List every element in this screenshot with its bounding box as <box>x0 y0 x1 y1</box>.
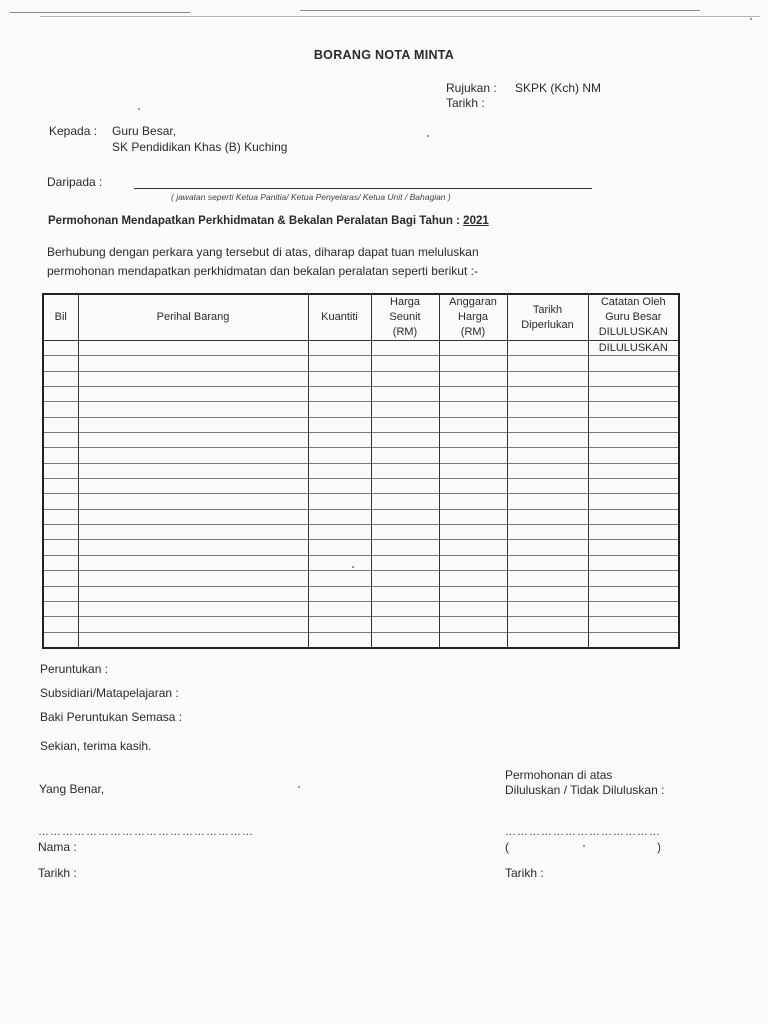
cell-harga[interactable] <box>371 509 439 524</box>
scan-speck <box>138 108 140 110</box>
cell-perihal[interactable] <box>78 433 308 448</box>
cell-tarikh[interactable] <box>507 571 588 586</box>
items-table <box>42 293 680 649</box>
cell-kuantiti[interactable] <box>308 509 371 524</box>
cell-kuantiti[interactable] <box>308 525 371 540</box>
daripada-fill-line[interactable] <box>134 188 592 189</box>
subject-line <box>48 215 489 227</box>
cell-anggaran[interactable] <box>439 417 507 432</box>
cell-anggaran[interactable] <box>439 463 507 478</box>
tarikh-label: Tarikh : <box>446 96 485 110</box>
cell-perihal[interactable] <box>78 617 308 632</box>
cell-bil[interactable] <box>43 371 78 386</box>
cell-harga[interactable] <box>371 433 439 448</box>
table-row <box>43 448 679 463</box>
header-anggaran-harga <box>439 294 507 341</box>
header-kuantiti: Kuantiti <box>308 294 371 341</box>
cell-anggaran[interactable] <box>439 509 507 524</box>
cell-bil[interactable] <box>43 448 78 463</box>
cell-bil[interactable] <box>43 540 78 555</box>
cell-anggaran[interactable] <box>439 601 507 616</box>
cell-perihal[interactable] <box>78 448 308 463</box>
tarikh-left-label: Tarikh : <box>38 866 77 880</box>
cell-catatan[interactable] <box>588 617 679 632</box>
rujukan-value: SKPK (Kch) NM <box>515 81 602 95</box>
baki-peruntukan-label: Baki Peruntukan Semasa : <box>40 710 183 724</box>
paren-close: ) <box>657 840 661 854</box>
cell-bil[interactable] <box>43 525 78 540</box>
cell-perihal[interactable] <box>78 540 308 555</box>
paren-open: ( <box>505 840 509 854</box>
cell-anggaran[interactable] <box>439 341 507 356</box>
table-row <box>43 617 679 632</box>
header-catatan-guru-besar <box>588 294 679 341</box>
cell-bil[interactable] <box>43 494 78 509</box>
cell-kuantiti[interactable] <box>308 617 371 632</box>
scan-speck <box>352 566 354 568</box>
cell-kuantiti[interactable] <box>308 417 371 432</box>
header-tarikh-line: Diperlukan <box>521 318 574 331</box>
cell-harga[interactable] <box>371 632 439 648</box>
table-row <box>43 402 679 417</box>
cell-perihal[interactable] <box>78 494 308 509</box>
cell-kuantiti[interactable] <box>308 601 371 616</box>
cell-bil[interactable] <box>43 341 78 356</box>
cell-tarikh[interactable] <box>507 387 588 402</box>
cell-tarikh[interactable] <box>507 448 588 463</box>
cell-tarikh[interactable] <box>507 341 588 356</box>
cell-perihal[interactable] <box>78 341 308 356</box>
table-row <box>43 525 679 540</box>
cell-anggaran[interactable] <box>439 617 507 632</box>
cell-harga[interactable] <box>371 494 439 509</box>
header-catatan-line: Guru Besar <box>605 311 662 323</box>
cell-bil[interactable] <box>43 601 78 616</box>
cell-anggaran[interactable] <box>439 494 507 509</box>
cell-anggaran[interactable] <box>439 632 507 648</box>
table-row <box>43 586 679 601</box>
cell-tarikh[interactable] <box>507 601 588 616</box>
yang-benar-label: Yang Benar, <box>39 782 105 796</box>
table-row <box>43 540 679 555</box>
cell-catatan[interactable] <box>588 494 679 509</box>
cell-bil[interactable] <box>43 632 78 648</box>
cell-catatan[interactable] <box>588 463 679 478</box>
body-line-2: permohonan mendapatkan perkhidmatan dan bekalan peralatan seperti berikut :- <box>47 264 478 278</box>
cell-bil[interactable] <box>43 571 78 586</box>
cell-harga[interactable] <box>371 479 439 494</box>
header-catatan-line: Catatan Oleh <box>600 296 666 308</box>
cell-anggaran[interactable] <box>439 402 507 417</box>
table-row <box>43 463 679 478</box>
cell-tarikh[interactable] <box>507 525 588 540</box>
cell-catatan[interactable] <box>588 601 679 616</box>
cell-perihal[interactable] <box>78 555 308 570</box>
table-row <box>43 632 679 648</box>
cell-harga[interactable] <box>371 601 439 616</box>
table-row <box>43 494 679 509</box>
table-row <box>43 479 679 494</box>
scan-edge-line <box>300 10 700 11</box>
table-row <box>43 509 679 524</box>
cell-tarikh[interactable] <box>507 479 588 494</box>
cell-perihal[interactable] <box>78 417 308 432</box>
cell-kuantiti[interactable] <box>308 479 371 494</box>
cell-tarikh[interactable] <box>507 586 588 601</box>
cell-kuantiti[interactable] <box>308 555 371 570</box>
peruntukan-label: Peruntukan : <box>40 662 109 676</box>
cell-perihal[interactable] <box>78 463 308 478</box>
subject-text: Permohonan Mendapatkan Perkhidmatan & Bekalan Peralatan Bagi Tahun : <box>48 215 460 227</box>
cell-anggaran[interactable] <box>439 448 507 463</box>
cell-tarikh[interactable] <box>507 402 588 417</box>
header-harga-line: (RM) <box>392 326 418 338</box>
cell-kuantiti[interactable] <box>308 571 371 586</box>
table-header-row <box>43 294 679 341</box>
header-harga-seunit <box>371 294 439 341</box>
cell-bil[interactable] <box>43 387 78 402</box>
cell-harga[interactable] <box>371 341 439 356</box>
cell-perihal[interactable] <box>78 371 308 386</box>
cell-anggaran[interactable] <box>439 571 507 586</box>
cell-perihal[interactable] <box>78 387 308 402</box>
cell-anggaran[interactable] <box>439 555 507 570</box>
cell-anggaran[interactable] <box>439 525 507 540</box>
closing-text: Sekian, terima kasih. <box>40 739 152 753</box>
cell-harga[interactable] <box>371 448 439 463</box>
cell-bil[interactable] <box>43 617 78 632</box>
cell-catatan[interactable] <box>588 433 679 448</box>
cell-perihal[interactable] <box>78 356 308 371</box>
cell-bil[interactable] <box>43 463 78 478</box>
cell-harga[interactable] <box>371 417 439 432</box>
cell-bil[interactable] <box>43 586 78 601</box>
cell-anggaran[interactable] <box>439 356 507 371</box>
body-line-1: Berhubung dengan perkara yang tersebut di atas, diharap dapat tuan meluluskan <box>47 245 479 259</box>
cell-perihal[interactable] <box>78 479 308 494</box>
recipient-line-2: SK Pendidikan Khas (B) Kuching <box>112 140 288 154</box>
cell-bil[interactable] <box>43 356 78 371</box>
cell-catatan[interactable] <box>588 448 679 463</box>
cell-perihal[interactable] <box>78 525 308 540</box>
cell-catatan[interactable] <box>588 387 679 402</box>
cell-kuantiti[interactable] <box>308 494 371 509</box>
table-row <box>43 417 679 432</box>
cell-harga[interactable] <box>371 555 439 570</box>
cell-harga[interactable] <box>371 387 439 402</box>
header-bil: Bil <box>43 294 78 341</box>
cell-tarikh[interactable] <box>507 509 588 524</box>
cell-kuantiti[interactable] <box>308 586 371 601</box>
daripada-hint: ( jawatan seperti Ketua Panitia/ Ketua Penyelaras/ Ketua Unit / Bahagian ) <box>171 192 451 202</box>
scan-edge-line <box>10 12 190 13</box>
cell-tarikh[interactable] <box>507 632 588 648</box>
rujukan-label: Rujukan : <box>446 81 497 95</box>
cell-bil[interactable] <box>43 433 78 448</box>
table-row <box>43 356 679 371</box>
header-catatan-line: DILULUSKAN <box>598 326 668 338</box>
cell-harga[interactable] <box>371 371 439 386</box>
cell-catatan[interactable] <box>588 356 679 371</box>
cell-perihal[interactable] <box>78 402 308 417</box>
cell-tarikh[interactable] <box>507 463 588 478</box>
cell-tarikh[interactable] <box>507 371 588 386</box>
table-row <box>43 571 679 586</box>
cell-kuantiti[interactable] <box>308 433 371 448</box>
cell-harga[interactable] <box>371 571 439 586</box>
cell-harga[interactable] <box>371 402 439 417</box>
cell-perihal[interactable] <box>78 586 308 601</box>
cell-anggaran[interactable] <box>439 540 507 555</box>
cell-tarikh[interactable] <box>507 540 588 555</box>
header-harga-line: Harga <box>390 296 420 308</box>
cell-kuantiti[interactable] <box>308 448 371 463</box>
table-row <box>43 387 679 402</box>
table-row <box>43 371 679 386</box>
cell-anggaran[interactable] <box>439 387 507 402</box>
cell-bil[interactable] <box>43 509 78 524</box>
table-row <box>43 601 679 616</box>
cell-kuantiti[interactable] <box>308 463 371 478</box>
cell-kuantiti[interactable] <box>308 632 371 648</box>
scan-edge-line <box>40 16 760 17</box>
cell-kuantiti[interactable] <box>308 356 371 371</box>
cell-anggaran[interactable] <box>439 586 507 601</box>
cell-harga[interactable] <box>371 356 439 371</box>
form-title: BORANG NOTA MINTA <box>313 48 455 62</box>
signature-dots-right: ………………………………… <box>505 826 661 838</box>
header-anggaran-line: Harga <box>458 311 488 323</box>
recipient-line-1: Guru Besar, <box>112 124 177 138</box>
cell-catatan[interactable] <box>588 402 679 417</box>
cell-anggaran[interactable] <box>439 479 507 494</box>
cell-tarikh[interactable] <box>507 417 588 432</box>
cell-bil[interactable] <box>43 417 78 432</box>
nama-label: Nama : <box>38 840 77 854</box>
header-perihal-barang: Perihal Barang <box>78 294 308 341</box>
cell-catatan[interactable]: DILULUSKAN <box>588 341 679 356</box>
scan-speck <box>427 135 429 137</box>
cell-catatan[interactable] <box>588 509 679 524</box>
scan-speck <box>583 845 585 847</box>
cell-tarikh[interactable] <box>507 356 588 371</box>
cell-anggaran[interactable] <box>439 371 507 386</box>
cell-catatan[interactable] <box>588 586 679 601</box>
cell-harga[interactable] <box>371 463 439 478</box>
cell-harga[interactable] <box>371 540 439 555</box>
scan-speck <box>750 18 752 20</box>
cell-harga[interactable] <box>371 525 439 540</box>
header-anggaran-line: (RM) <box>460 326 486 338</box>
cell-tarikh[interactable] <box>507 555 588 570</box>
cell-bil[interactable] <box>43 402 78 417</box>
cell-harga[interactable] <box>371 586 439 601</box>
header-anggaran-line: Anggaran <box>449 296 497 308</box>
table-row <box>43 433 679 448</box>
cell-catatan[interactable] <box>588 417 679 432</box>
cell-kuantiti[interactable] <box>308 341 371 356</box>
cell-kuantiti[interactable] <box>308 540 371 555</box>
cell-perihal[interactable] <box>78 509 308 524</box>
cell-kuantiti[interactable] <box>308 402 371 417</box>
cell-bil[interactable] <box>43 555 78 570</box>
cell-perihal[interactable] <box>78 601 308 616</box>
cell-perihal[interactable] <box>78 571 308 586</box>
cell-catatan[interactable] <box>588 555 679 570</box>
cell-kuantiti[interactable] <box>308 371 371 386</box>
cell-catatan[interactable] <box>588 540 679 555</box>
approval-line-2: Diluluskan / Tidak Diluluskan : <box>505 783 665 797</box>
tarikh-right-label: Tarikh : <box>505 866 544 880</box>
cell-tarikh[interactable] <box>507 617 588 632</box>
subject-year: 2021 <box>463 215 489 227</box>
cell-tarikh[interactable] <box>507 494 588 509</box>
cell-catatan[interactable] <box>588 479 679 494</box>
header-tarikh-line: Tarikh <box>532 303 563 316</box>
cell-bil[interactable] <box>43 479 78 494</box>
signature-dots-left: ……………………………………………… <box>38 826 254 838</box>
cell-catatan[interactable] <box>588 371 679 386</box>
cell-tarikh[interactable] <box>507 433 588 448</box>
cell-kuantiti[interactable] <box>308 387 371 402</box>
cell-catatan[interactable] <box>588 525 679 540</box>
cell-anggaran[interactable] <box>439 433 507 448</box>
scan-speck <box>298 786 300 788</box>
kepada-label: Kepada : <box>49 124 98 138</box>
daripada-label: Daripada : <box>47 175 103 189</box>
subsidiari-label: Subsidiari/Matapelajaran : <box>40 686 179 700</box>
table-row <box>43 555 679 570</box>
approval-line-1: Permohonan di atas <box>505 768 613 782</box>
header-tarikh-diperlukan <box>507 294 588 341</box>
table-row <box>43 341 679 356</box>
cell-harga[interactable] <box>371 617 439 632</box>
cell-catatan[interactable] <box>588 632 679 648</box>
header-harga-line: Seunit <box>389 311 421 323</box>
cell-catatan[interactable] <box>588 571 679 586</box>
cell-perihal[interactable] <box>78 632 308 648</box>
